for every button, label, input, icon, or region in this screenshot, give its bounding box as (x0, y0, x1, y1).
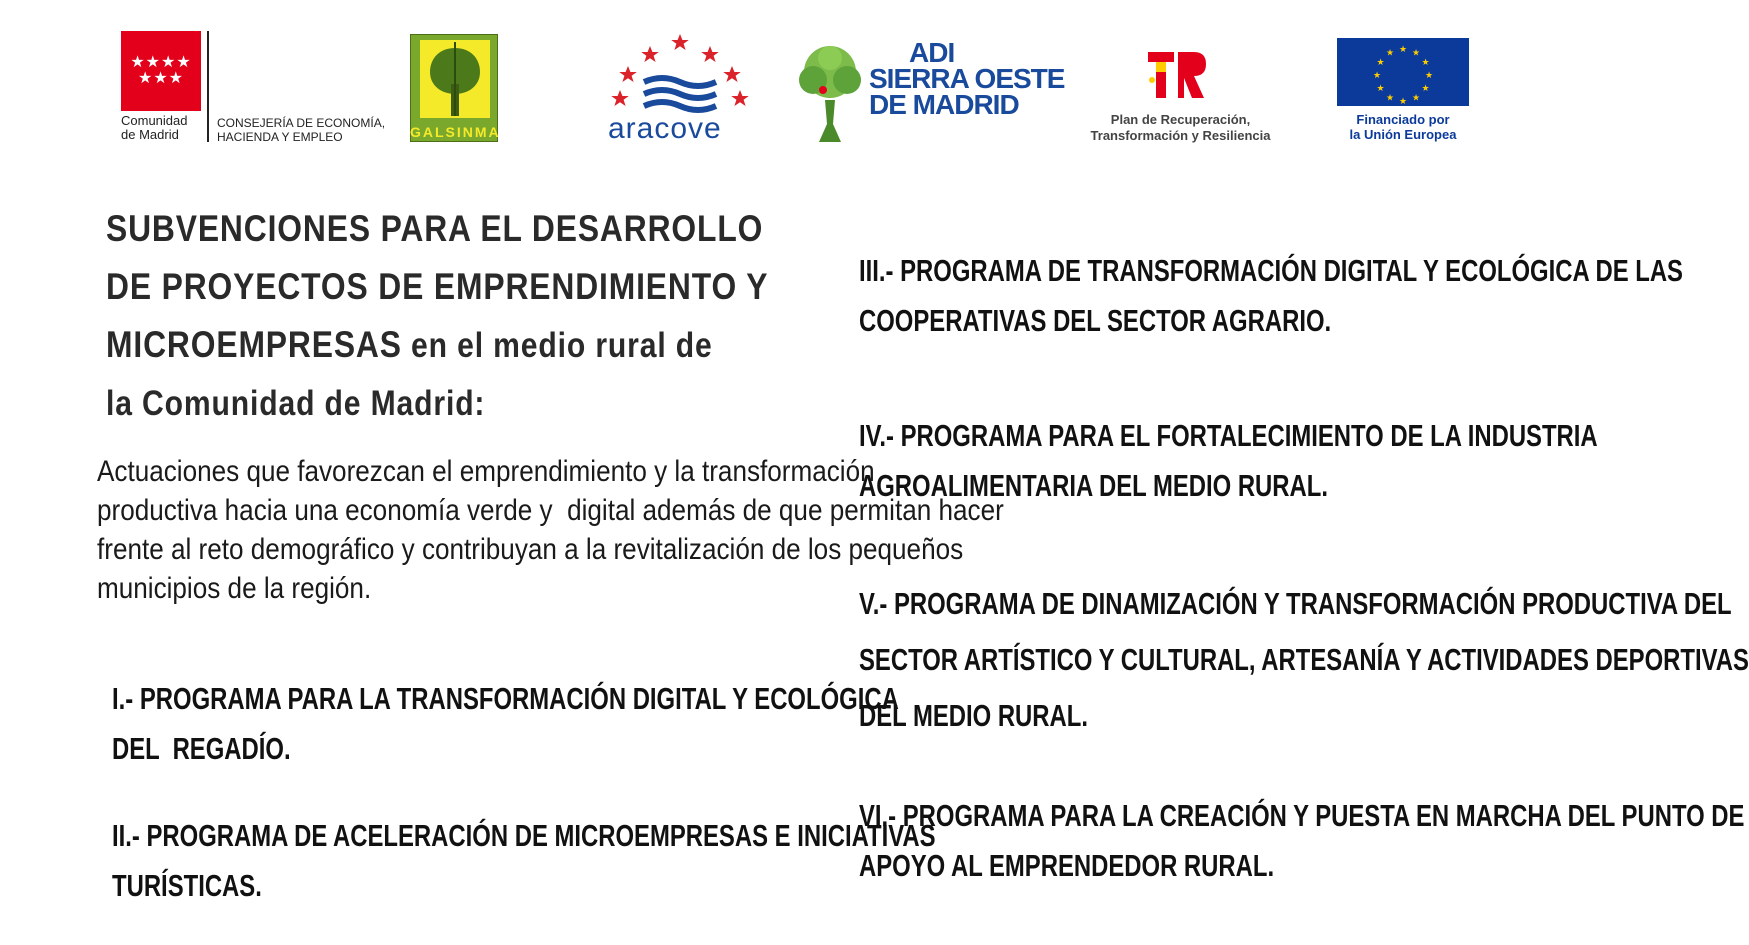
program-5-line2: SECTOR ARTÍSTICO Y CULTURAL, ARTESANÍA Y ACTIVIDADES DEPORTIVAS (859, 642, 1749, 677)
title-line2: DE PROYECTOS DE EMPRENDIMIENTO Y (106, 266, 769, 307)
program-2 (112, 811, 936, 911)
page-title (106, 200, 769, 433)
program-1-line1: I.- PROGRAMA PARA LA TRANSFORMACIÓN DIGITAL Y ECOLÓGICA (112, 681, 899, 716)
aracove-name: aracove (608, 112, 722, 145)
program-4-line2: AGROALIMENTARIA DEL MEDIO RURAL. (859, 468, 1328, 503)
title-line3-caps: MICROEMPRESAS (106, 324, 402, 365)
consejeria-line2: HACIENDA Y EMPLEO (217, 130, 343, 144)
program-6-line2: APOYO AL EMPRENDEDOR RURAL. (859, 848, 1275, 883)
title-line3 (106, 316, 713, 375)
svg-text:★: ★ (1372, 71, 1382, 81)
adi-line1: ADI (909, 37, 955, 68)
consejeria-line1: CONSEJERÍA DE ECONOMÍA, (217, 116, 386, 130)
title-line4: la Comunidad de Madrid: (106, 384, 486, 423)
svg-text:★: ★ (1398, 45, 1408, 55)
program-3 (859, 246, 1683, 346)
adi-line3: DE MADRID (869, 89, 1019, 120)
program-3-line1: III.- PROGRAMA DE TRANSFORMACIÓN DIGITAL Y ECOLÓGICA DE LAS (859, 253, 1683, 288)
logo-divider (207, 31, 209, 142)
adi-sierra-oeste-name (869, 37, 1065, 120)
prtr-icon (1148, 50, 1208, 107)
adi-line2: SIERRA OESTE (869, 63, 1065, 94)
intro-line1: Actuaciones que favorezcan el emprendimiento y la transformación (97, 455, 875, 488)
galsinma-tree-icon (420, 40, 490, 118)
prtr-name (1068, 112, 1293, 144)
comunidad-name-line2: de Madrid (121, 127, 179, 142)
program-1-line2: DEL REGADÍO. (112, 731, 291, 766)
intro-line2: productiva hacia una economía verde y digital además de que permitan hacer (97, 494, 1004, 527)
consejeria-label (217, 116, 385, 144)
svg-text:★: ★ (1411, 48, 1421, 59)
intro-line4: municipios de la región. (97, 572, 372, 605)
svg-text:★: ★ (1421, 84, 1430, 94)
eu-flag-icon (1337, 38, 1469, 106)
svg-text:★: ★ (1376, 84, 1385, 94)
program-2-line2: TURÍSTICAS. (112, 868, 262, 903)
aracove-stars-icon (600, 30, 760, 117)
prtr-line2: Transformación y Resiliencia (1090, 128, 1271, 143)
svg-text:★: ★ (1411, 93, 1421, 104)
program-4-line1: IV.- PROGRAMA PARA EL FORTALECIMIENTO DE LA INDUSTRIA (859, 418, 1598, 453)
intro-paragraph (97, 452, 1004, 608)
program-4 (859, 411, 1598, 511)
comunidad-madrid-stars-icon: ★★★★ ★★★ (130, 54, 192, 87)
program-6 (859, 791, 1744, 891)
svg-text:★: ★ (1385, 93, 1395, 104)
program-5-line1: V.- PROGRAMA DE DINAMIZACIÓN Y TRANSFORMACIÓN PRODUCTIVA DEL (859, 586, 1732, 621)
svg-text:★: ★ (1385, 48, 1395, 59)
program-5-line3: DEL MEDIO RURAL. (859, 698, 1088, 733)
comunidad-madrid-name (121, 114, 188, 142)
program-2-line1: II.- PROGRAMA DE ACELERACIÓN DE MICROEMPRESAS E INICIATIVAS (112, 818, 936, 853)
title-line3-rest: en el medio rural de (401, 326, 713, 365)
prtr-line1: Plan de Recuperación, (1110, 112, 1251, 127)
comunidad-name-line1: Comunidad (121, 113, 188, 128)
program-3-line2: COOPERATIVAS DEL SECTOR AGRARIO. (859, 303, 1332, 338)
svg-text:★: ★ (1421, 58, 1430, 68)
svg-text:★: ★ (1376, 58, 1385, 68)
adi-tree-icon (797, 44, 863, 149)
svg-text:★: ★ (1424, 71, 1434, 81)
eu-line1: Financiado por (1356, 112, 1450, 127)
program-1 (112, 674, 899, 774)
intro-line3: frente al reto demográfico y contribuyan a la revitalización de los pequeños (97, 533, 964, 566)
svg-text:★: ★ (1398, 97, 1408, 107)
eu-funding-label (1333, 112, 1473, 142)
title-line1: SUBVENCIONES PARA EL DESARROLLO (106, 208, 764, 249)
program-5 (859, 576, 1749, 744)
program-6-line1: VI.- PROGRAMA PARA LA CREACIÓN Y PUESTA EN MARCHA DEL PUNTO DE (859, 798, 1745, 833)
eu-line2: la Unión Europea (1349, 127, 1457, 142)
galsinma-name: GALSINMA (410, 124, 501, 140)
